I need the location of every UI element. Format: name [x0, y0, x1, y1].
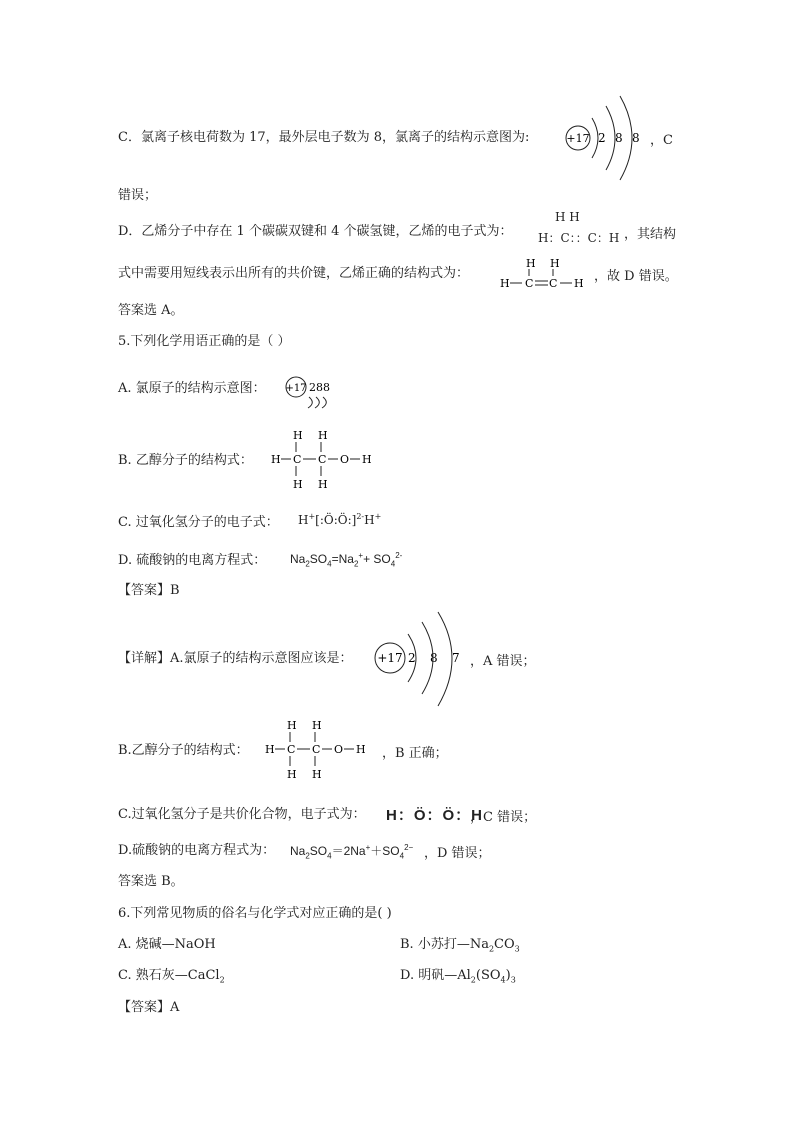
svg-text:O: O — [334, 743, 344, 756]
q5-answer: 【答案】B — [118, 583, 180, 598]
q5-option-a-label: A. 氯原子的结构示意图： — [118, 381, 266, 396]
q6-row-1 — [118, 936, 520, 954]
q5a-shells: 288 — [309, 381, 330, 394]
detail-a-after: ，A 错误； — [470, 654, 536, 669]
svg-text:H: H — [271, 453, 281, 466]
h2o2-covalent-correct: H：Ö：Ö：H — [386, 807, 484, 824]
q6-option-b: B. 小苏打$—Na_2CO_3$ — [400, 937, 520, 954]
svg-text:C: C — [312, 743, 321, 756]
option-d-text2: 式中需要用短线表示出所有的共价键，乙烯正确的结构式为： — [118, 266, 470, 281]
question-6: 6.下列常见物质的俗名与化学式对应正确的是( ) — [118, 906, 392, 921]
option-c-text: C．氯离子核电荷数为 17，最外层电子数为 8，氯离子的结构示意图为: — [118, 130, 530, 145]
q6-option-c: C. 熟石灰—CaCl$_2$ — [118, 968, 225, 985]
q5-option-b-label: B. 乙醇分子的结构式： — [118, 453, 253, 468]
detail-d-after: ，D 错误； — [424, 846, 491, 861]
shell-arc-2 — [606, 106, 615, 170]
svg-text:2: 2 — [408, 651, 416, 665]
detail-a-text: 【详解】A.氯原子的结构示意图应该是： — [118, 651, 353, 666]
option-c-cont: 错误； — [118, 188, 158, 203]
q5a-nucleus: +17 — [285, 383, 307, 394]
ionization-correct: $Na_2SO_4=2Na^++SO_4^{2-}$ — [290, 843, 414, 861]
ethanol-structure-detail — [262, 718, 380, 784]
svg-text:H: H — [293, 478, 303, 491]
svg-text:H: H — [318, 478, 328, 491]
svg-text:7: 7 — [452, 651, 460, 665]
chlorine-diagram-wrong — [282, 370, 342, 410]
svg-text:H: H — [312, 719, 322, 732]
ethanol-structure-q5 — [268, 428, 386, 494]
ethylene-electron-top: H H — [555, 210, 580, 224]
eth-h-top-1: H — [526, 257, 536, 270]
svg-text:C: C — [318, 453, 327, 466]
eth-c-2: C — [549, 277, 558, 290]
svg-text:H: H — [318, 429, 328, 442]
h2o2-ionic-wrong: H+[:Ö:Ö:]$^{2-}$H+ — [298, 512, 382, 527]
eth-c-1: C — [525, 277, 534, 290]
q6-option-a: A. 烧碱—NaOH — [118, 937, 216, 952]
eth-h-left: H — [500, 277, 510, 290]
option-c-after: ，C — [650, 133, 673, 148]
option-d-after1: ，其结构 — [624, 227, 677, 242]
svg-text:H: H — [356, 743, 366, 756]
ethylene-electron-main: H：C：：C：H — [538, 231, 620, 245]
svg-text:C: C — [287, 743, 296, 756]
q6-row-2 — [118, 967, 516, 985]
q6-answer: 【答案】A — [118, 1000, 180, 1015]
detail-b-text: B.乙醇分子的结构式： — [118, 743, 249, 758]
detail-c-text: C.过氧化氢分子是共价化合物，电子式为： — [118, 807, 366, 822]
shell-1: 2 — [598, 131, 606, 145]
detail-d-text: D.硫酸钠的电离方程式为： — [118, 843, 276, 858]
detail-b-after: ，B 正确； — [382, 746, 448, 761]
svg-text:C: C — [293, 453, 302, 466]
svg-text:H: H — [293, 429, 303, 442]
svg-text:H: H — [265, 743, 275, 756]
chloride-ion-diagram — [562, 94, 652, 184]
detail-c-after: ，C 错误； — [470, 810, 537, 825]
svg-text:H: H — [287, 719, 297, 732]
ethylene-structural-formula — [498, 256, 592, 290]
eth-h-top-2: H — [550, 257, 560, 270]
svg-text:+17: +17 — [377, 651, 403, 665]
q5-option-d-label: D. 硫酸钠的电离方程式： — [118, 553, 267, 568]
answer-a-conclusion: 答案选 A。 — [118, 303, 184, 318]
svg-text:H: H — [362, 453, 372, 466]
q6-option-d: D. 明矾$—Al_2(SO_4)_3$ — [400, 968, 516, 985]
option-d-text1: D．乙烯分子中存在 1 个碳碳双键和 4 个碳氢键，乙烯的电子式为： — [118, 224, 513, 239]
nucleus-label: +17 — [566, 132, 590, 145]
detail-answer: 答案选 B。 — [118, 874, 184, 889]
shell-3: 8 — [632, 131, 640, 145]
ionization-wrong: $Na_2SO_4=Na_2^++ SO_4^{2-}$ — [290, 551, 403, 569]
q5-option-c-label: C. 过氧化氢分子的电子式： — [118, 515, 279, 530]
svg-text:H: H — [287, 768, 297, 781]
option-d-after2: ，故 D 错误。 — [594, 269, 678, 284]
svg-text:H: H — [312, 768, 322, 781]
option-c-explanation — [118, 129, 529, 147]
svg-text:O: O — [340, 453, 350, 466]
svg-text:8: 8 — [430, 651, 438, 665]
question-5: 5.下列化学用语正确的是（ ） — [118, 334, 291, 349]
eth-h-right: H — [574, 277, 584, 290]
shell-2: 8 — [615, 131, 623, 145]
chlorine-diagram-correct — [372, 612, 472, 712]
